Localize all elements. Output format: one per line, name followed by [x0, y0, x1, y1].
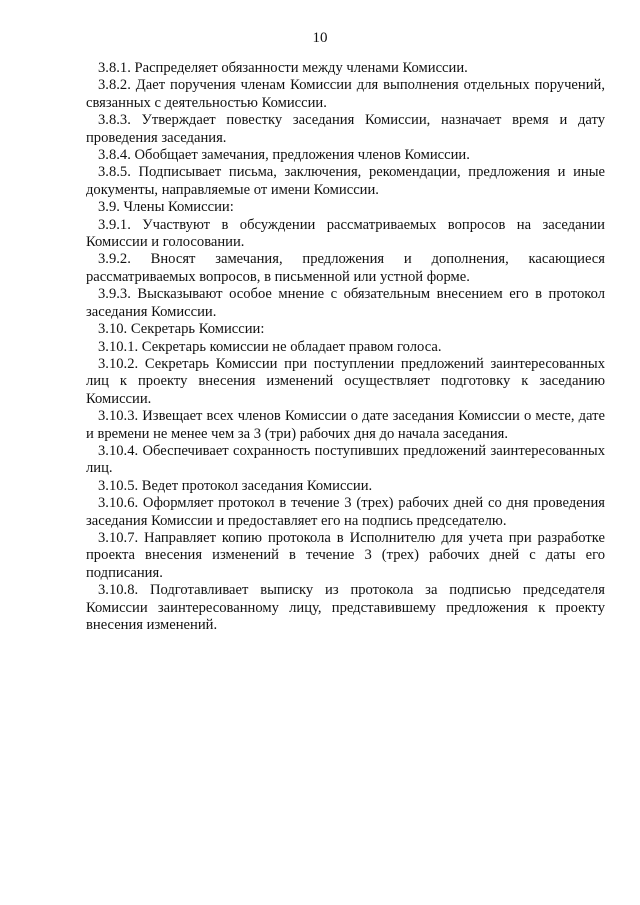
- paragraph-3-9-2: 3.9.2. Вносят замечания, предложения и дополнения, касающиеся рассматриваемых вопросов, в письменной или устной форме.: [86, 251, 605, 285]
- paragraph-3-10-1: 3.10.1. Секретарь комиссии не обладает правом голоса.: [98, 338, 442, 355]
- paragraph-3-8-1: 3.8.1. Распределяет обязанности между членами Комиссии.: [98, 60, 468, 76]
- paragraph-3-10-3: 3.10.3. Извещает всех членов Комиссии о дате заседания Комиссии о месте, дате и времени не менее чем за 3 (три) рабочих дня до начала заседания.: [86, 408, 605, 442]
- paragraph-3-8-5: 3.8.5. Подписывает письма, заключения, рекомендации, предложения и иные документы, направляемые от имени Комиссии.: [86, 164, 605, 198]
- page-number: 10: [312, 30, 328, 46]
- paragraph-3-10-8: 3.10.8. Подготавливает выписку из протокола за подписью председателя Комиссии заинтересованному лицу, представившему предложения к проекту внесения изменений.: [86, 582, 605, 633]
- paragraph-3-9-3: 3.9.3. Высказывают особое мнение с обязательным внесением его в протокол заседания Комиссии.: [86, 286, 605, 320]
- section-heading-3-9: 3.9. Члены Комиссии:: [98, 199, 234, 216]
- document-body: [86, 60, 605, 634]
- paragraph-3-9-1: 3.9.1. Участвуют в обсуждении рассматриваемых вопросов на заседании Комиссии и голосовании.: [86, 216, 605, 251]
- paragraph-3-8-3: 3.8.3. Утверждает повестку заседания Комиссии, назначает время и дату проведения заседания.: [86, 112, 605, 146]
- paragraph-3-8-2: 3.8.2. Дает поручения членам Комиссии для выполнения отдельных поручений, связанных с деятельностью Комиссии.: [86, 77, 605, 111]
- paragraph-3-10-4: 3.10.4. Обеспечивает сохранность поступивших предложений заинтересованных лиц.: [86, 442, 605, 477]
- paragraph-3-10-2: 3.10.2. Секретарь Комиссии при поступлении предложений заинтересованных лиц к проекту внесения изменений осуществляет подготовку к заседанию Комиссии.: [86, 355, 605, 407]
- paragraph-3-8-4: 3.8.4. Обобщает замечания, предложения членов Комиссии.: [98, 147, 470, 164]
- section-heading-3-10: 3.10. Секретарь Комиссии:: [98, 321, 265, 338]
- paragraph-3-10-5: 3.10.5. Ведет протокол заседания Комиссии.: [98, 477, 373, 494]
- paragraph-3-10-6: 3.10.6. Оформляет протокол в течение 3 (трех) рабочих дней со дня проведения заседания Комиссии и предоставляет его на подпись председателю.: [86, 495, 605, 529]
- paragraph-3-10-7: 3.10.7. Направляет копию протокола в Исполнителю для учета при разработке проекта внесения изменений в течение 3 (трех) рабочих дней с даты его подписания.: [86, 529, 605, 581]
